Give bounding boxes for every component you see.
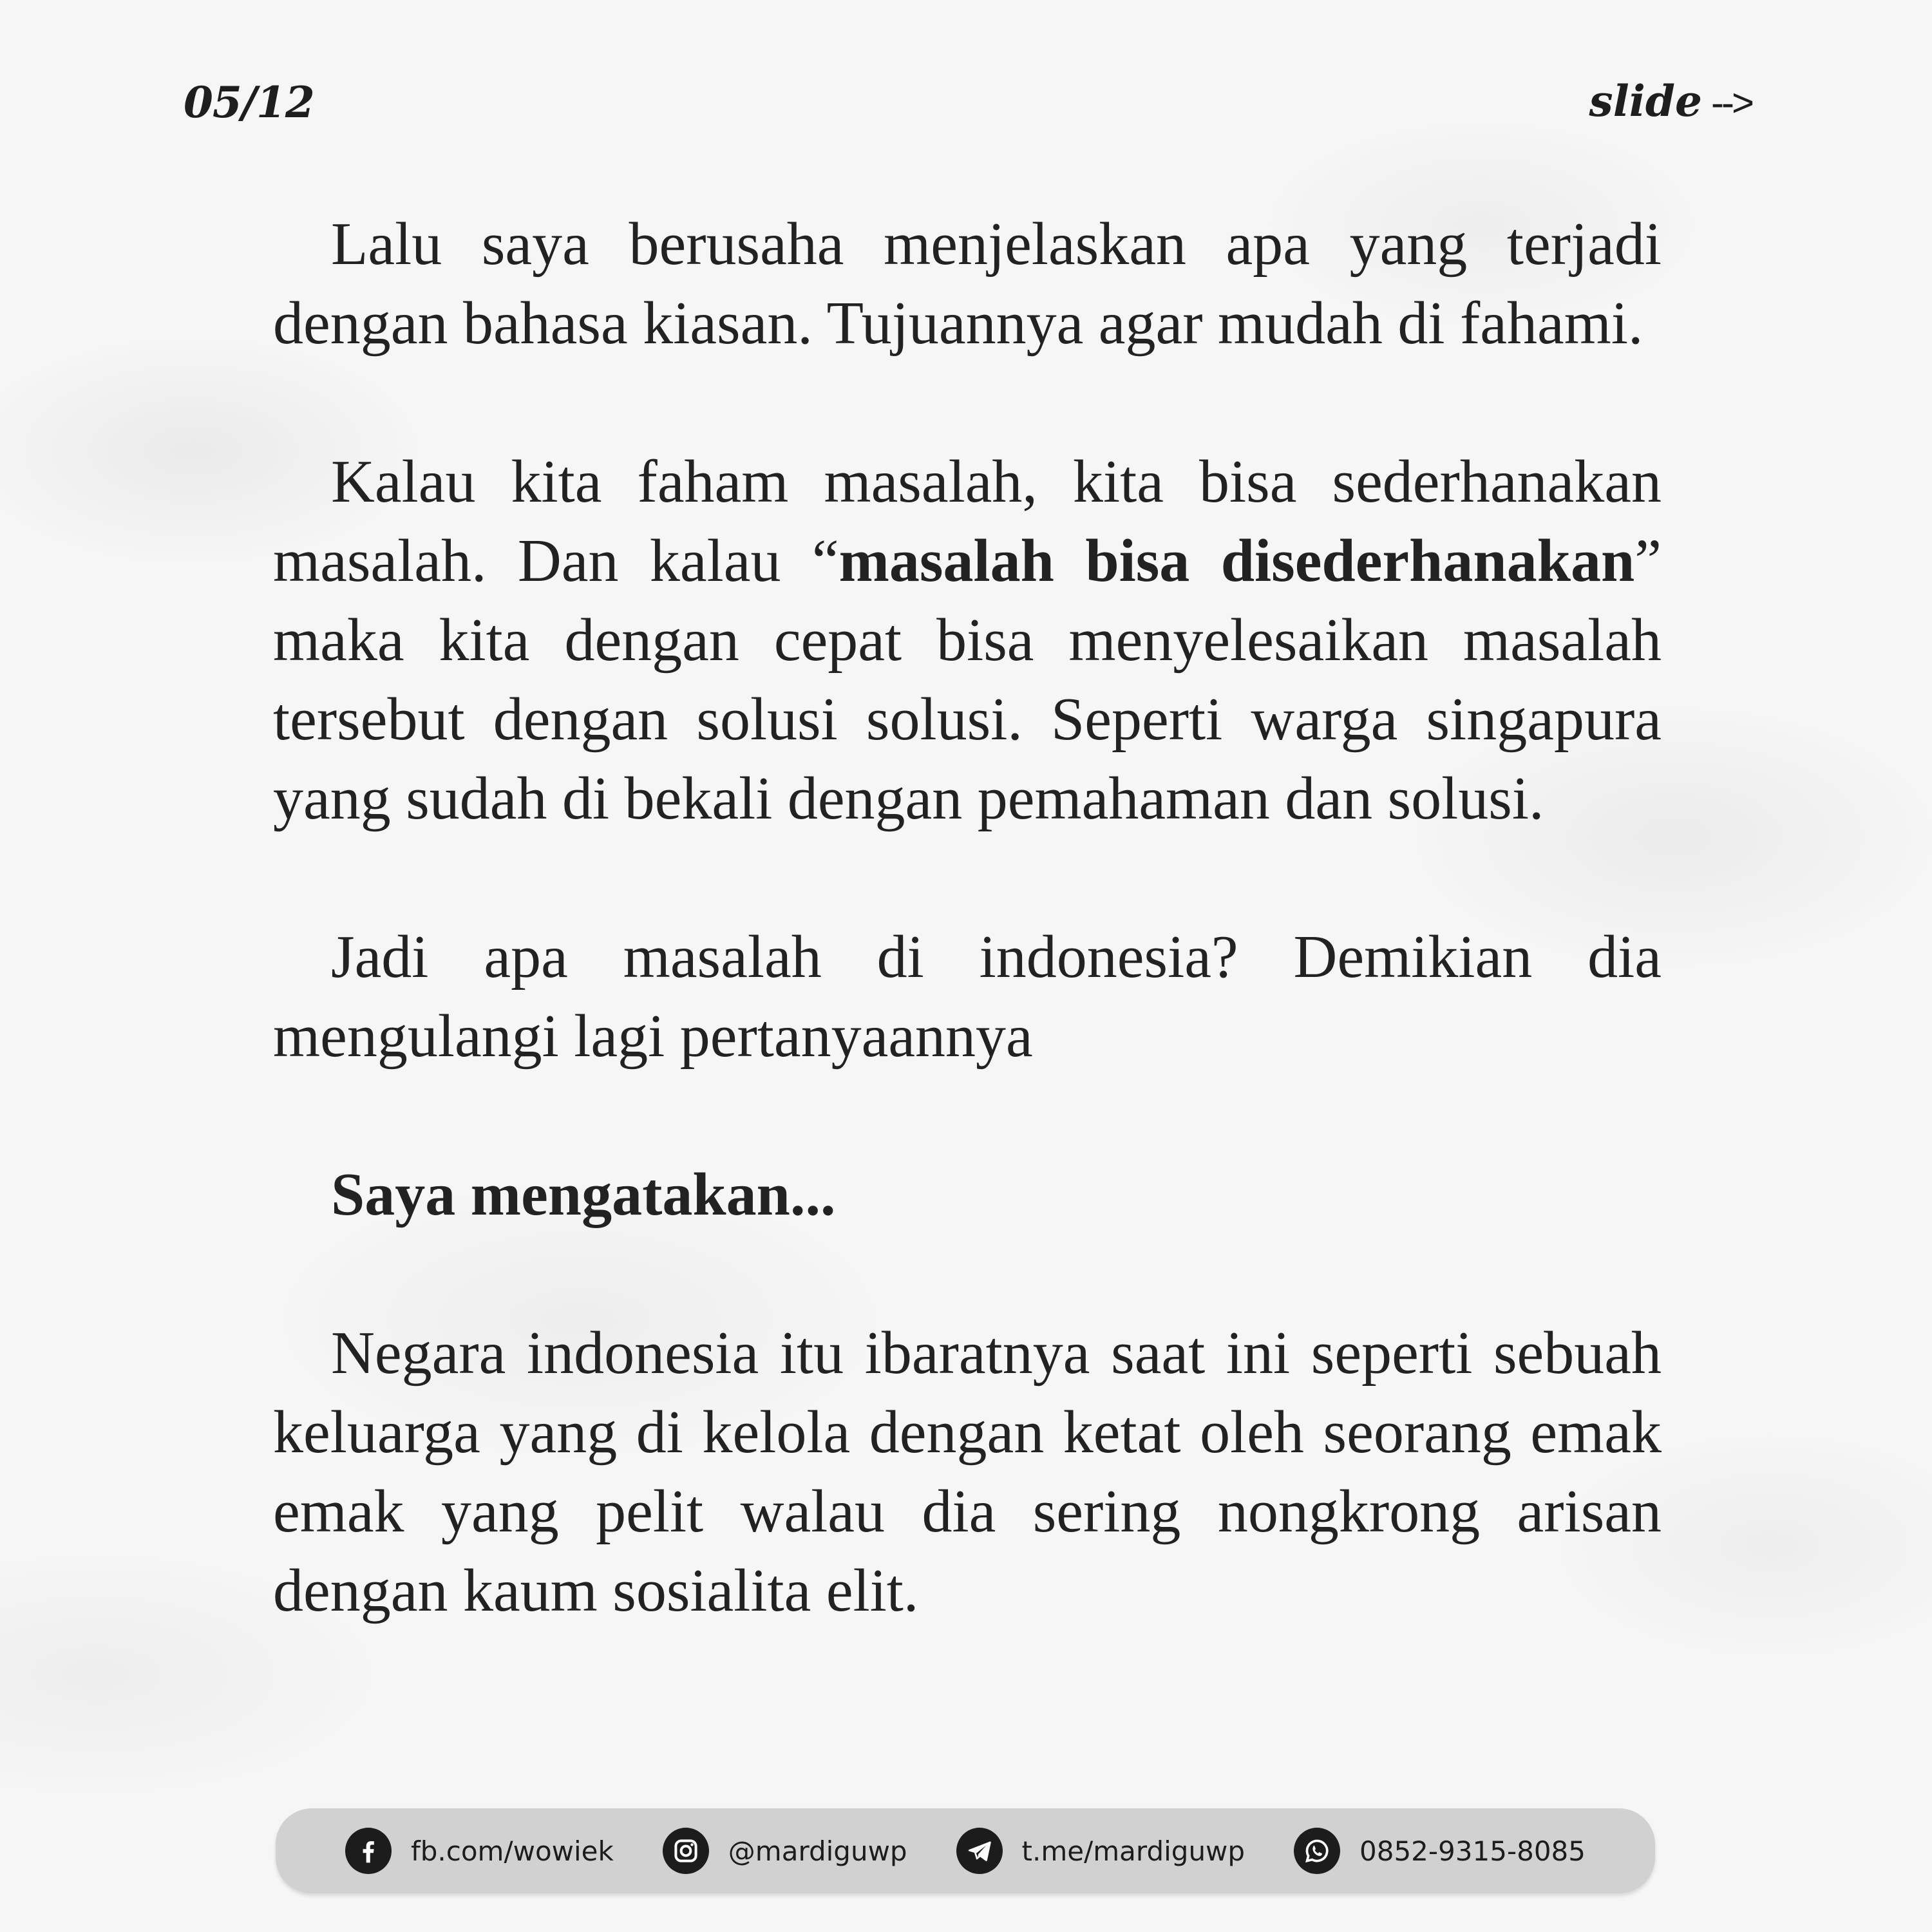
contact-facebook-label: fb.com/wowiek: [410, 1835, 614, 1867]
instagram-icon: [663, 1828, 709, 1874]
paragraph-2: [273, 442, 1662, 838]
section-heading: Saya mengatakan...: [331, 1161, 836, 1228]
contact-instagram-label: @mardiguwp: [728, 1835, 907, 1867]
contact-facebook[interactable]: [345, 1828, 614, 1874]
paragraph-3: Jadi apa masalah di indonesia? Demikian dia mengulangi lagi pertanyaannya: [273, 923, 1662, 1070]
whatsapp-icon: [1294, 1828, 1340, 1874]
contact-instagram[interactable]: [663, 1828, 907, 1874]
slide-body: [273, 205, 1662, 1710]
emphasis-text: masalah bisa disederhanakan: [838, 527, 1635, 594]
next-slide-hint: [1589, 76, 1752, 126]
paragraph-2-lead: Kalau kita faham masalah, kita bisa sederhanakan masalah. Dan kalau “: [273, 448, 1662, 594]
contact-telegram[interactable]: [956, 1828, 1245, 1874]
page-indicator: 05/12: [184, 77, 314, 128]
contact-telegram-label: t.me/mardiguwp: [1021, 1835, 1245, 1867]
telegram-icon: [956, 1828, 1003, 1874]
paragraph-2-tail: ” maka kita dengan cepat bisa menyelesaikan masalah tersebut dengan solusi solusi. Seperti warga singapura yang sudah di bekali dengan pemahaman dan solusi.: [273, 527, 1662, 832]
facebook-icon: [345, 1828, 392, 1874]
arrow-right-icon: -->: [1711, 81, 1752, 124]
paragraph-4: Negara indonesia itu ibaratnya saat ini seperti sebuah keluarga yang di kelola dengan ketat oleh seorang emak emak yang pelit walau dia sering nongkrong arisan dengan kaum sosialita elit.: [273, 1320, 1662, 1624]
paragraph-1: Lalu saya berusaha menjelaskan apa yang terjadi dengan bahasa kiasan. Tujuannya agar mudah di fahami.: [273, 211, 1662, 357]
contact-whatsapp[interactable]: [1294, 1828, 1586, 1874]
next-slide-label: slide: [1589, 76, 1702, 126]
contact-whatsapp-label: 0852-9315-8085: [1359, 1835, 1586, 1867]
contact-bar: [276, 1808, 1655, 1893]
